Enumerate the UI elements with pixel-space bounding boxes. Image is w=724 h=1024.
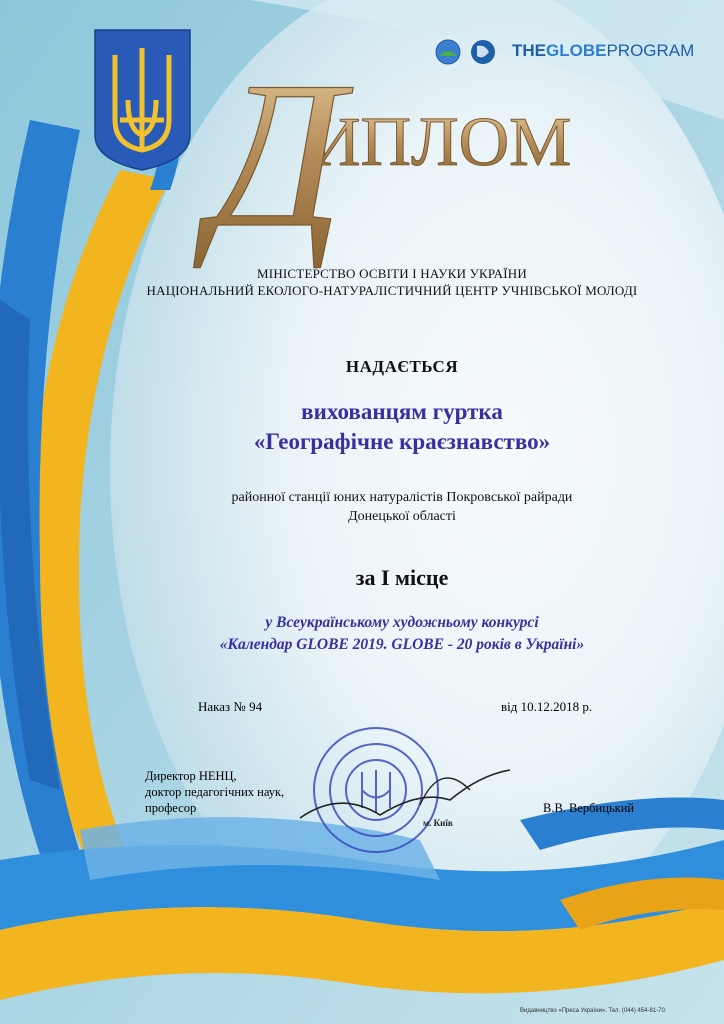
- awarded-label: НАДАЄТЬСЯ: [345, 357, 459, 376]
- order-number: Наказ № 94: [198, 699, 263, 714]
- order-date: від 10.12.2018 р.: [501, 699, 593, 714]
- contest-line-2: «Календар GLOBE 2019. GLOBE - 20 років в Україні»: [219, 636, 585, 653]
- recipient-line-1: вихованцям гуртка: [301, 399, 503, 424]
- contest-line-1: у Всеукраїнському художньому конкурсі: [265, 614, 539, 631]
- svg-text:ИПЛОМ: ИПЛОМ: [310, 104, 572, 181]
- issuer-line-1: МІНІСТЕРСТВО ОСВІТИ І НАУКИ УКРАЇНИ: [257, 266, 527, 281]
- signer-name: В.В. Вербицький: [543, 801, 635, 815]
- svg-text:Д: Д: [210, 39, 344, 271]
- place-award: за І місце: [355, 565, 449, 590]
- globe-program-wordmark: THEGLOBEPROGRAM: [512, 41, 695, 60]
- printer-imprint: Видавництво «Преса України». Тел. (044) 454-81-70.: [520, 1008, 667, 1014]
- recipient-line-2: «Географічне краєзнавство»: [253, 429, 551, 454]
- issuer-line-2: НАЦІОНАЛЬНИЙ ЕКОЛОГО-НАТУРАЛІСТИЧНИЙ ЦЕНТР УЧНІВСЬКОЇ МОЛОДІ: [146, 283, 638, 298]
- stamp-city: м. Київ: [423, 818, 453, 828]
- organization-line-2: Донецької області: [348, 509, 456, 524]
- director-title-3: професор: [145, 801, 197, 815]
- director-title-2: доктор педагогічних наук,: [145, 785, 285, 799]
- director-title-1: Директор НЕНЦ,: [145, 769, 237, 783]
- organization-line-1: районної станції юних натуралістів Покровської райради: [231, 490, 573, 505]
